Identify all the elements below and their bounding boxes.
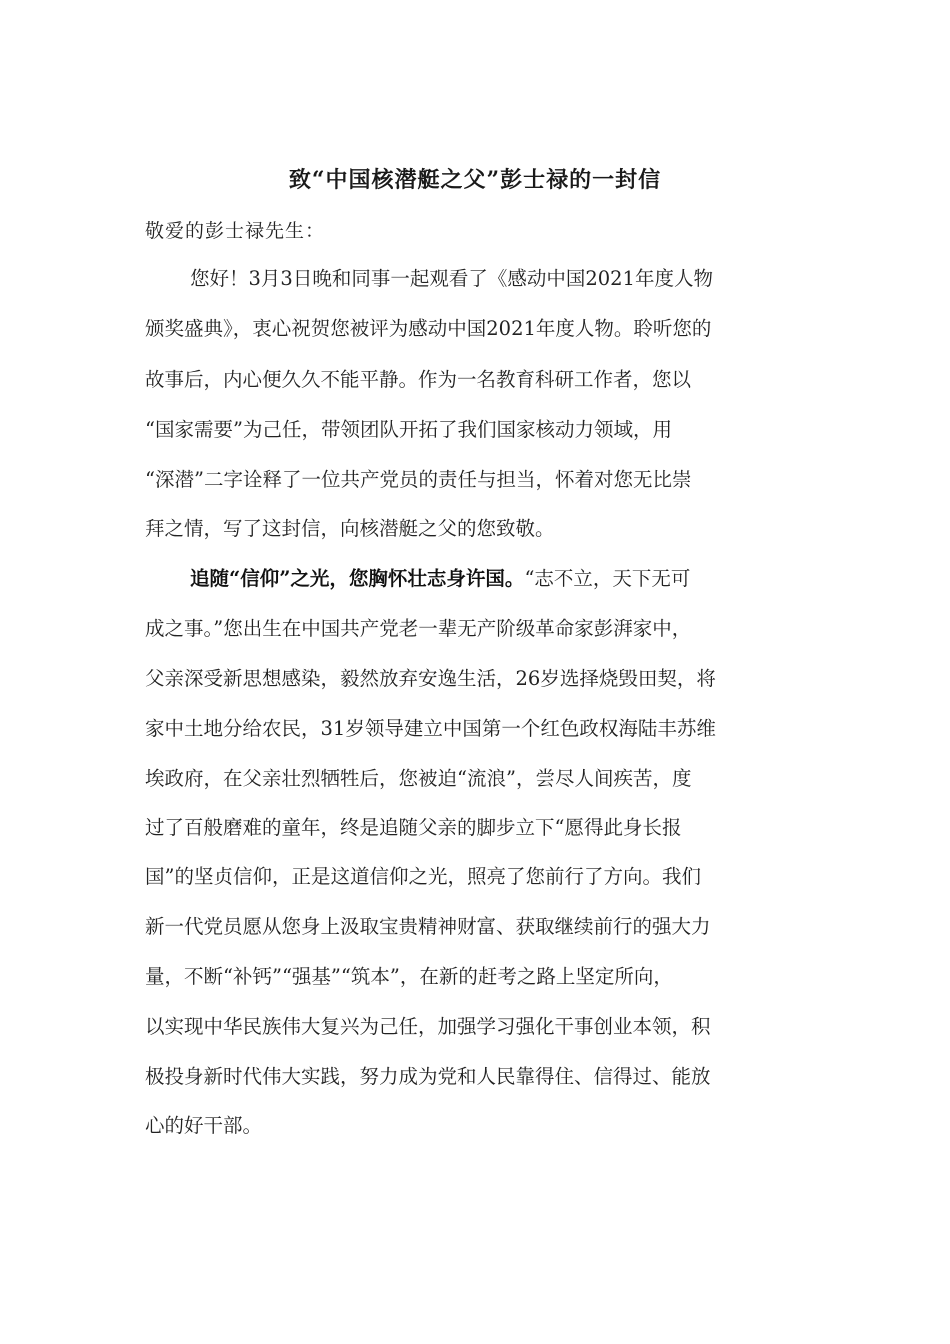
paragraph1-line: “国家需要”为己任，带领团队开拓了我们国家核动力领域，用 xyxy=(145,418,672,441)
paragraph2-line: 极投身新时代伟大实践，努力成为党和人民靠得住、信得过、能放 xyxy=(145,1065,711,1088)
paragraph2-first-line xyxy=(190,566,690,592)
paragraph2-line: 家中土地分给农民，31岁领导建立中国第一个红色政权海陆丰苏维 xyxy=(145,717,716,740)
salutation: 敬爱的彭士禄先生： xyxy=(145,220,326,242)
paragraph2-line: 新一代党员愿从您身上汲取宝贵精神财富、获取继续前行的强大力 xyxy=(145,915,711,938)
paragraph2-line: 以实现中华民族伟大复兴为己任，加强学习强化干事创业本领，积 xyxy=(145,1015,711,1038)
document-title: 致“中国核潜艇之父”彭士禄的一封信 xyxy=(288,167,662,193)
paragraph2-line: 父亲深受新思想感染，毅然放弃安逸生活，26岁选择烧毁田契，将 xyxy=(145,667,716,690)
paragraph2-line: 过了百般磨难的童年，终是追随父亲的脚步立下“愿得此身长报 xyxy=(145,816,682,839)
paragraph2-line: 埃政府，在父亲壮烈牺牲后，您被迫“流浪”，尝尽人间疾苦，度 xyxy=(145,767,692,790)
paragraph1-line: 故事后，内心便久久不能平静。作为一名教育科研工作者，您以 xyxy=(145,368,692,391)
paragraph1-line: “深潜”二字诠释了一位共产党员的责任与担当，怀着对您无比崇 xyxy=(145,468,692,491)
paragraph1-line: 颁奖盛典》，衷心祝贺您被评为感动中国2021年度人物。聆听您的 xyxy=(145,317,712,340)
paragraph2-heading: 追随“信仰”之光，您胸怀壮志身许国。 xyxy=(190,567,525,590)
paragraph2-first-rest: “志不立，天下无可 xyxy=(524,567,691,590)
paragraph2-line: 心的好干部。 xyxy=(145,1114,263,1137)
paragraph2-line: 国”的坚贞信仰，正是这道信仰之光，照亮了您前行了方向。我们 xyxy=(145,865,701,888)
paragraph2-line: 量，不断“补钙”“强基”“筑本”，在新的赶考之路上坚定所向， xyxy=(145,965,673,988)
paragraph2-line: 成之事。”您出生在中国共产党老一辈无产阶级革命家彭湃家中， xyxy=(145,617,692,640)
paragraph1-line: 拜之情，写了这封信，向核潜艇之父的您致敬。 xyxy=(145,517,555,540)
paragraph1-line: 您好！3月3日晚和同事一起观看了《感动中国2021年度人物 xyxy=(190,267,713,290)
